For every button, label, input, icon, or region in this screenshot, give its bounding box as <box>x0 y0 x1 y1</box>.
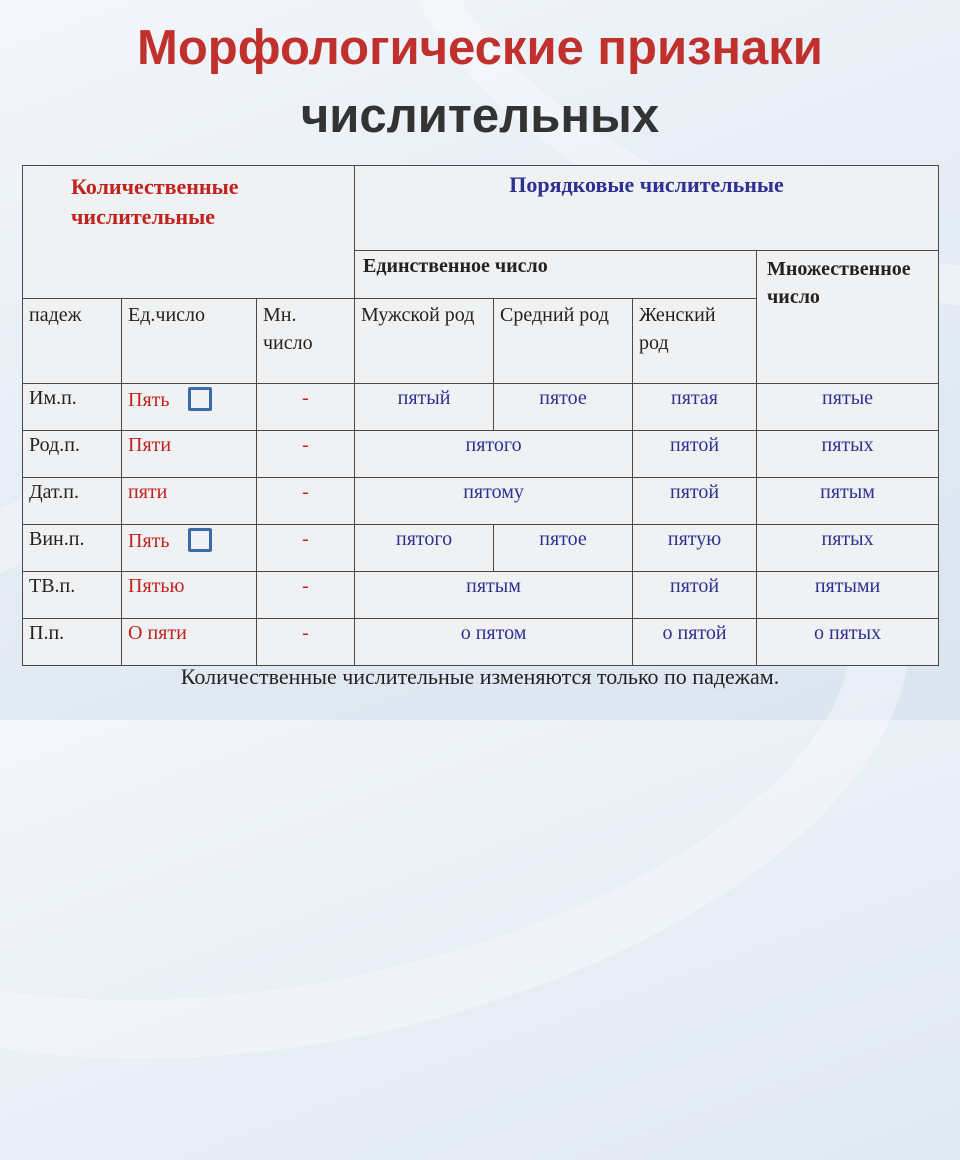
table-row <box>23 619 939 666</box>
fem-cell: пятая <box>633 384 757 431</box>
case-cell: Вин.п. <box>23 525 122 572</box>
table-row <box>23 431 939 478</box>
cardinal-sing-cell: Пять <box>122 384 257 431</box>
cardinal-plur-cell: - <box>257 619 355 666</box>
title-line-1: Морфологические признаки <box>137 21 823 75</box>
fem-cell: пятой <box>633 431 757 478</box>
cardinal-sing-cell: пяти <box>122 478 257 525</box>
square-icon <box>188 528 212 552</box>
case-cell: Дат.п. <box>23 478 122 525</box>
cardinal-sing-cell: Пяти <box>122 431 257 478</box>
plural-cell: пятым <box>757 478 939 525</box>
table-row <box>23 384 939 431</box>
footer-note: Количественные числительные изменяются только по падежам. <box>180 664 780 689</box>
header-singular: Единственное число <box>355 251 757 299</box>
header-cardinal: Количественные числительные <box>23 166 355 299</box>
title-line-2: числительных <box>300 89 660 143</box>
slide-title <box>0 14 960 150</box>
masc-neut-cell: пятого <box>355 431 633 478</box>
square-icon <box>188 387 212 411</box>
cardinal-plur-cell: - <box>257 572 355 619</box>
fem-cell: пятой <box>633 572 757 619</box>
table-row <box>23 525 939 572</box>
plural-cell: пятых <box>757 431 939 478</box>
col-masculine: Мужской род <box>355 299 494 384</box>
cardinal-sing-cell: Пятью <box>122 572 257 619</box>
masc-cell: пятый <box>355 384 494 431</box>
plural-cell: пятых <box>757 525 939 572</box>
table-row <box>23 572 939 619</box>
header-plural: Множественное число <box>757 251 939 384</box>
neut-cell: пятое <box>494 525 633 572</box>
col-feminine: Женский род <box>633 299 757 384</box>
masc-neut-cell: о пятом <box>355 619 633 666</box>
cardinal-plur-cell: - <box>257 525 355 572</box>
cardinal-sing-cell: Пять <box>122 525 257 572</box>
table-row <box>23 478 939 525</box>
cardinal-sing-cell: О пяти <box>122 619 257 666</box>
case-cell: П.п. <box>23 619 122 666</box>
col-plural: Мн. число <box>257 299 355 384</box>
plural-cell: о пятых <box>757 619 939 666</box>
fem-cell: о пятой <box>633 619 757 666</box>
col-case: падеж <box>23 299 122 384</box>
plural-cell: пятые <box>757 384 939 431</box>
col-neuter: Средний род <box>494 299 633 384</box>
col-singular: Ед.число <box>122 299 257 384</box>
neut-cell: пятое <box>494 384 633 431</box>
numerals-table <box>22 165 939 666</box>
masc-neut-cell: пятым <box>355 572 633 619</box>
cardinal-plur-cell: - <box>257 384 355 431</box>
plural-cell: пятыми <box>757 572 939 619</box>
fem-cell: пятой <box>633 478 757 525</box>
masc-neut-cell: пятому <box>355 478 633 525</box>
cardinal-plur-cell: - <box>257 478 355 525</box>
case-cell: Им.п. <box>23 384 122 431</box>
header-ordinal: Порядковые числительные <box>355 166 939 251</box>
masc-cell: пятого <box>355 525 494 572</box>
case-cell: ТВ.п. <box>23 572 122 619</box>
case-cell: Род.п. <box>23 431 122 478</box>
cardinal-plur-cell: - <box>257 431 355 478</box>
fem-cell: пятую <box>633 525 757 572</box>
